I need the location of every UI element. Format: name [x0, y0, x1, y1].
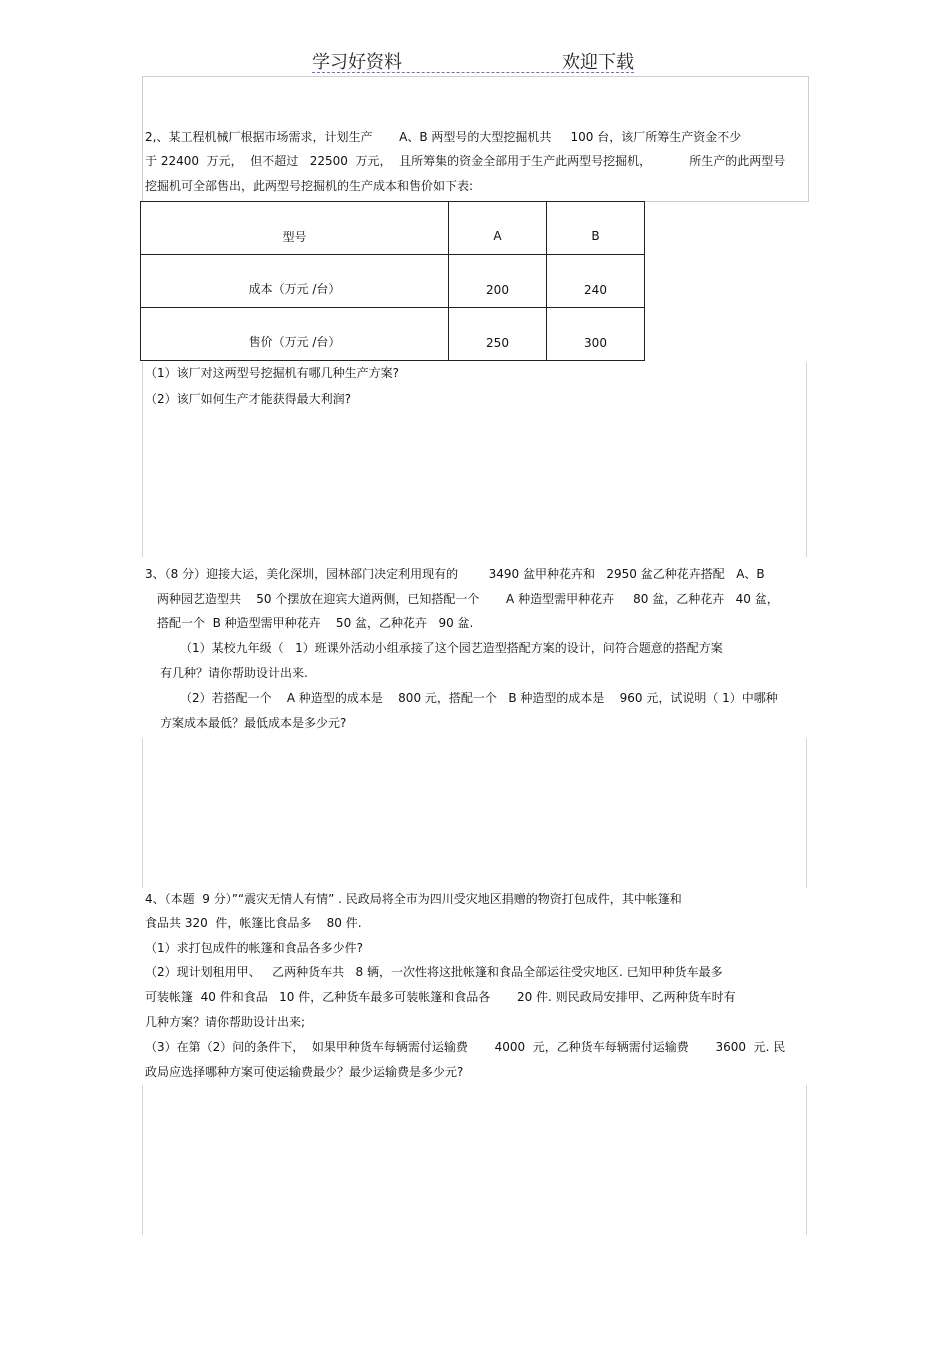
q4-line-6: 几种方案？请你帮助设计出来; — [145, 1015, 306, 1029]
left-rule-2 — [142, 738, 143, 888]
right-rule-1 — [806, 362, 807, 557]
table-cell: 200 — [449, 255, 547, 308]
q2-line-1: 2,、某工程机械厂根据市场需求，计划生产 A、B 两型号的大型挖掘机共 100 台，该厂所筹生产资金不少 — [145, 130, 742, 144]
right-rule-3 — [806, 1085, 807, 1235]
q2-subquestion-2: （2）该厂如何生产才能获得最大利润? — [145, 392, 352, 406]
table-cell: 300 — [547, 308, 645, 361]
table-cell: 240 — [547, 255, 645, 308]
q2-line-3: 挖掘机可全部售出，此两型号挖掘机的生产成本和售价如下表: — [145, 179, 474, 193]
q4-line-7: （3）在第（2）问的条件下， 如果甲种货车每辆需付运输费 4000 元，乙种货车每辆需付运输费 3600 元. 民 — [145, 1040, 786, 1054]
left-rule-1 — [142, 362, 143, 557]
header-left-title: 学习好资料 — [312, 52, 402, 73]
cost-price-table — [140, 201, 645, 361]
q4-line-4: （2）现计划租用甲、 乙两种货车共 8 辆，一次性将这批帐篷和食品全部运往受灾地区. 已知甲种货车最多 — [145, 965, 723, 979]
table-header-cell: A — [449, 202, 547, 255]
q3-line-7: 方案成本最低？最低成本是多少元? — [160, 716, 347, 730]
table-header-cell: 型号 — [141, 202, 449, 255]
left-rule-3 — [142, 1085, 143, 1235]
right-rule-2 — [806, 738, 807, 888]
q2-line-2: 于 22400 万元， 但不超过 22500 万元， 且所筹集的资金全部用于生产此两型号挖掘机， 所生产的此两型号 — [145, 154, 786, 168]
q2-subquestion-1: （1）该厂对这两型号挖掘机有哪几种生产方案? — [145, 366, 400, 380]
q3-line-3: 搭配一个 B 种造型需甲种花卉 50 盆，乙种花卉 90 盆. — [157, 616, 474, 630]
table-row — [141, 308, 645, 361]
table-cell: 售价（万元 /台） — [141, 308, 449, 361]
q3-line-2: 两种园艺造型共 50 个摆放在迎宾大道两侧，已知搭配一个 A 种造型需甲种花卉 80 盆，乙种花卉 40 盆， — [157, 592, 779, 606]
q3-line-4: （1）某校九年级（ 1）班课外活动小组承接了这个园艺造型搭配方案的设计，问符合题意的搭配方案 — [180, 641, 723, 655]
table-header-row — [141, 202, 645, 255]
q4-line-5: 可装帐篷 40 件和食品 10 件，乙种货车最多可装帐篷和食品各 20 件. 则民政局安排甲、乙两种货车时有 — [145, 990, 736, 1004]
q4-line-3: （1）求打包成件的帐篷和食品各多少件? — [145, 941, 364, 955]
q3-line-1: 3、（8 分）迎接大运，美化深圳，园林部门决定利用现有的 3490 盆甲种花卉和 2950 盆乙种花卉搭配 A、B — [145, 567, 765, 581]
q4-line-1: 4、（本题 9 分）”“震灾无情人有情” . 民政局将全市为四川受灾地区捐赠的物资打包成件，其中帐篷和 — [145, 892, 682, 906]
header-right-title: 欢迎下载 — [562, 52, 634, 73]
table-cell: 成本（万元 /台） — [141, 255, 449, 308]
q3-line-5: 有几种？请你帮助设计出来. — [160, 666, 308, 680]
table-cell: 250 — [449, 308, 547, 361]
q4-line-2: 食品共 320 件，帐篷比食品多 80 件. — [145, 916, 362, 930]
header-dashed-underline — [312, 72, 634, 73]
table-header-cell: B — [547, 202, 645, 255]
q4-line-8: 政局应选择哪种方案可使运输费最少？最少运输费是多少元? — [145, 1065, 464, 1079]
table-row — [141, 255, 645, 308]
q3-line-6: （2）若搭配一个 A 种造型的成本是 800 元，搭配一个 B 种造型的成本是 960 元，试说明（ 1）中哪种 — [180, 691, 778, 705]
